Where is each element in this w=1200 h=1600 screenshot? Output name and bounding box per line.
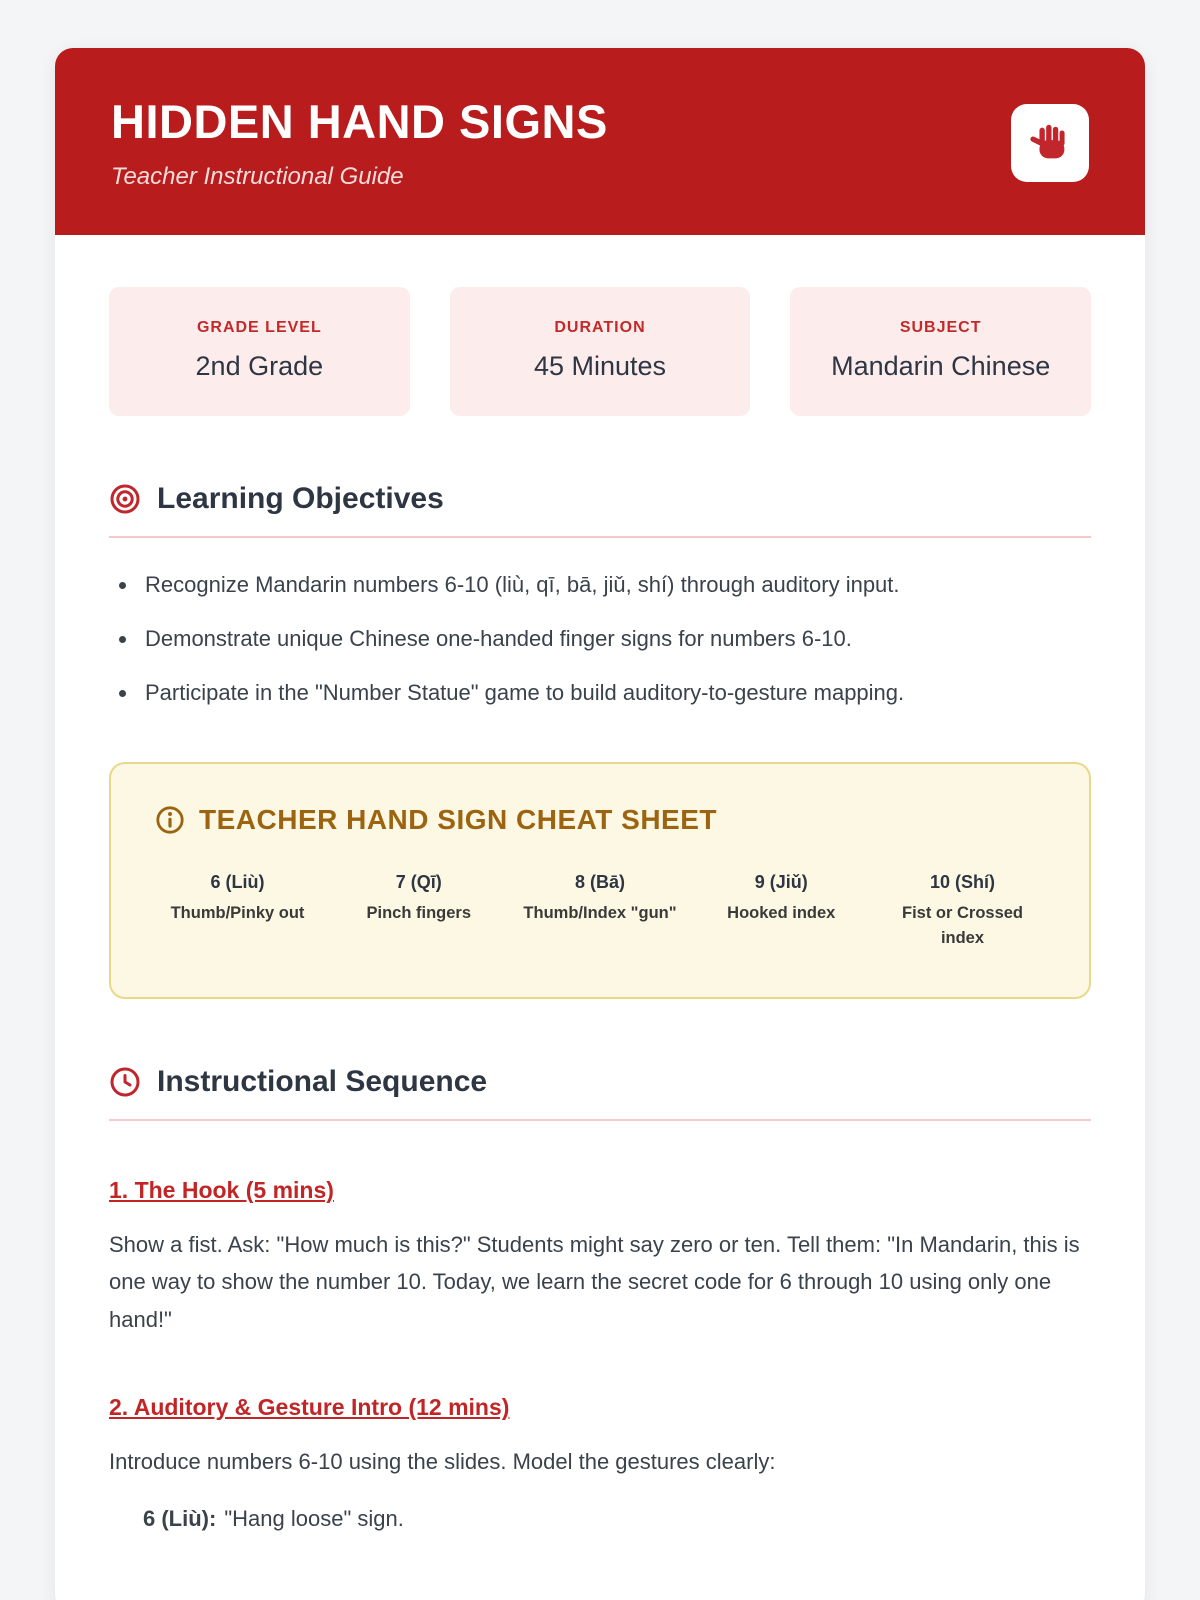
meta-card-duration	[450, 287, 751, 416]
cheat-entry-title: 8 (Bā)	[574, 872, 625, 893]
cheat-entry-title: 10 (Shí)	[929, 872, 995, 893]
section-heading-objectives: Learning Objectives	[157, 482, 444, 515]
meta-row	[109, 287, 1091, 416]
step-title: 1. The Hook (5 mins)	[109, 1176, 334, 1203]
cheat-sheet-heading-row	[155, 804, 1045, 836]
step-body: Introduce numbers 6-10 using the slides. Model the gestures clearly:	[109, 1448, 776, 1474]
cheat-entry-6	[155, 872, 320, 951]
cheat-entry-desc: Hooked index	[727, 904, 836, 923]
step-body: Show a fist. Ask: "How much is this?" Students might say zero or ten. Tell them: "In Mandarin, this is one way to show the number 10. Today, we learn the secret code for 6 through 10 using only one hand!"	[109, 1231, 1080, 1332]
cheat-entry-7	[336, 872, 501, 951]
meta-label: SUBJECT	[899, 319, 982, 336]
cheat-entry-desc: Thumb/Index "gun"	[523, 904, 677, 923]
section-learning-objectives	[109, 482, 1091, 710]
lesson-guide-card	[55, 48, 1145, 1600]
meta-label: DURATION	[554, 319, 646, 336]
section-heading-sequence: Instructional Sequence	[157, 1064, 488, 1098]
info-icon	[155, 805, 185, 835]
objective-item: • Recognize Mandarin numbers 6-10 (liù, qī, bā, jiǔ, shí) through auditory input.	[139, 568, 1091, 602]
step-2-auditory-gesture-intro	[109, 1394, 1091, 1532]
target-icon	[109, 483, 141, 515]
section-instructional-sequence	[109, 1065, 1091, 1533]
cheat-entry-title: 7 (Qī)	[395, 872, 442, 893]
hand-badge	[1011, 104, 1089, 182]
header-text	[111, 94, 608, 191]
cheat-sheet-grid	[155, 872, 1045, 951]
objectives-list	[139, 568, 1091, 710]
cheat-entry-8	[518, 872, 683, 951]
section-heading-row	[109, 1065, 1091, 1099]
cheat-entry-title: 6 (Liù)	[210, 872, 265, 893]
hand-icon	[1027, 120, 1073, 166]
header	[55, 48, 1145, 235]
section-divider	[109, 1119, 1091, 1121]
document-body	[55, 287, 1145, 1600]
cheat-sheet-callout	[109, 762, 1091, 999]
cheat-entry-desc: Pinch fingers	[366, 904, 472, 923]
gesture-sub-item-label: 6 (Liù):	[143, 1506, 217, 1532]
objective-item: • Participate in the "Number Statue" game to build auditory-to-gesture mapping.	[139, 676, 1091, 710]
cheat-entry-10	[880, 872, 1045, 951]
meta-card-grade-level	[109, 287, 410, 416]
objective-item: • Demonstrate unique Chinese one-handed finger signs for numbers 6-10.	[139, 622, 1091, 656]
cheat-entry-title: 9 (Jiǔ)	[754, 872, 808, 893]
step-title: 2. Auditory & Gesture Intro (12 mins)	[109, 1393, 510, 1420]
meta-card-subject	[790, 287, 1091, 416]
gesture-sub-item-text: "Hang loose" sign.	[224, 1506, 404, 1532]
section-divider	[109, 536, 1091, 538]
meta-label: GRADE LEVEL	[196, 319, 322, 336]
section-heading-row	[109, 482, 1091, 516]
clock-icon	[109, 1066, 141, 1098]
meta-value: 45 Minutes	[533, 351, 667, 381]
step-1-the-hook	[109, 1177, 1091, 1338]
gesture-sub-item-6	[143, 1506, 1091, 1532]
page-subtitle: Teacher Instructional Guide	[111, 163, 404, 190]
cheat-entry-desc: Fist or Crossed index	[901, 904, 1024, 948]
cheat-entry-9	[699, 872, 864, 951]
cheat-entry-desc: Thumb/Pinky out	[170, 904, 305, 923]
page-title: HIDDEN HAND SIGNS	[111, 95, 608, 148]
meta-value: Mandarin Chinese	[831, 351, 1051, 381]
cheat-sheet-heading: TEACHER HAND SIGN CHEAT SHEET	[199, 804, 718, 836]
meta-value: 2nd Grade	[195, 351, 324, 381]
